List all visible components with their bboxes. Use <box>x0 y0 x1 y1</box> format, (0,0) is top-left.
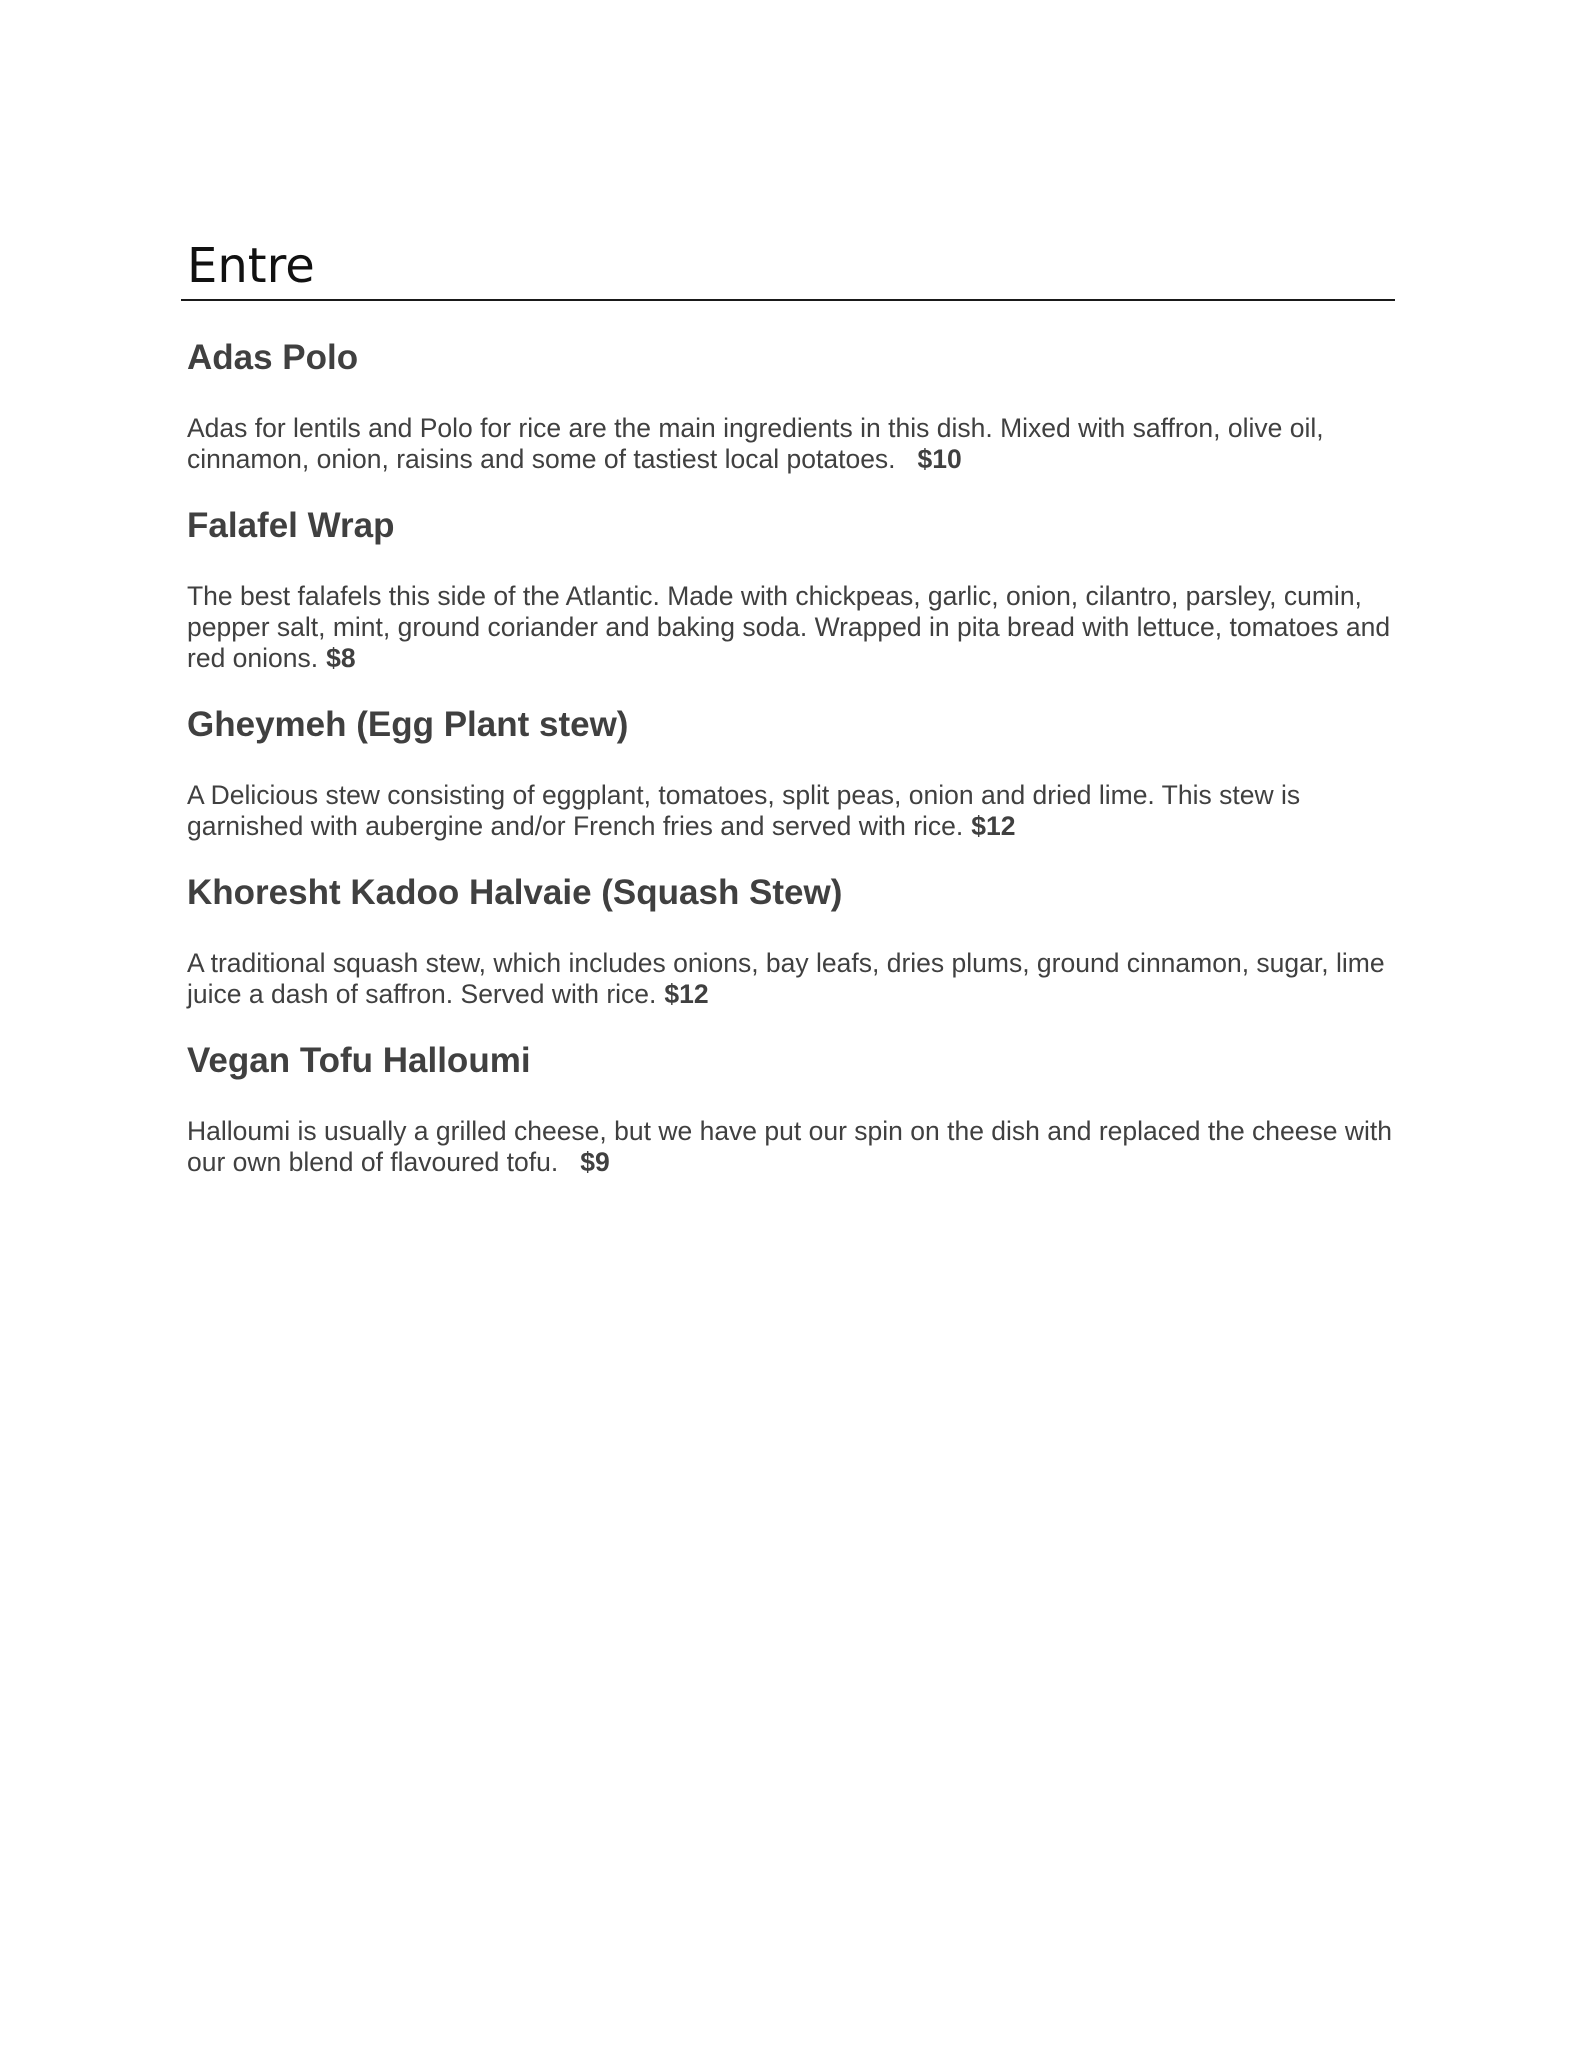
price: $10 <box>917 443 962 474</box>
menu-item-adas-polo <box>185 337 1395 475</box>
menu-item-vegan-tofu-halloumi <box>185 1040 1395 1178</box>
description-text: A traditional squash stew, which includes onions, bay leafs, dries plums, ground cinnamon, sugar, lime juice a dash of saffron. Served with rice. <box>187 947 1385 1009</box>
menu-content <box>185 240 1395 1208</box>
item-name: Adas Polo <box>187 337 359 377</box>
price: $12 <box>971 810 1016 841</box>
menu-item-gheymeh <box>185 704 1395 842</box>
section-divider <box>181 299 1395 301</box>
menu-item-falafel-wrap <box>185 505 1395 674</box>
section-title: Entre <box>187 238 315 294</box>
menu-item-khoresht-kadoo-halvaie <box>185 872 1395 1010</box>
description-text: Adas for lentils and Polo for rice are the main ingredients in this dish. Mixed with saffron, olive oil, cinnamon, onion, raisins and some of tastiest local potatoes. <box>187 412 1324 474</box>
item-name: Khoresht Kadoo Halvaie (Squash Stew) <box>187 872 843 912</box>
item-description <box>187 1116 1395 1178</box>
description-text: A Delicious stew consisting of eggplant, tomatoes, split peas, onion and dried lime. This stew is garnished with aubergine and/or French fries and served with rice. <box>187 779 1301 841</box>
item-name: Vegan Tofu Halloumi <box>187 1040 531 1080</box>
description-text: Halloumi is usually a grilled cheese, but we have put our spin on the dish and replaced the cheese with our own blend of flavoured tofu. <box>187 1115 1392 1177</box>
description-text: The best falafels this side of the Atlantic. Made with chickpeas, garlic, onion, cilantro, parsley, cumin, pepper salt, mint, ground coriander and baking soda. Wrapped in pita bread with lettuce, tomatoes and red onions. <box>187 580 1391 673</box>
item-description <box>187 581 1395 674</box>
item-description <box>187 780 1395 842</box>
price: $8 <box>326 642 356 673</box>
item-name: Gheymeh (Egg Plant stew) <box>187 704 629 744</box>
item-description <box>187 948 1395 1010</box>
price: $12 <box>664 978 709 1009</box>
item-description <box>187 413 1395 475</box>
item-name: Falafel Wrap <box>187 505 395 545</box>
price: $9 <box>580 1146 610 1177</box>
